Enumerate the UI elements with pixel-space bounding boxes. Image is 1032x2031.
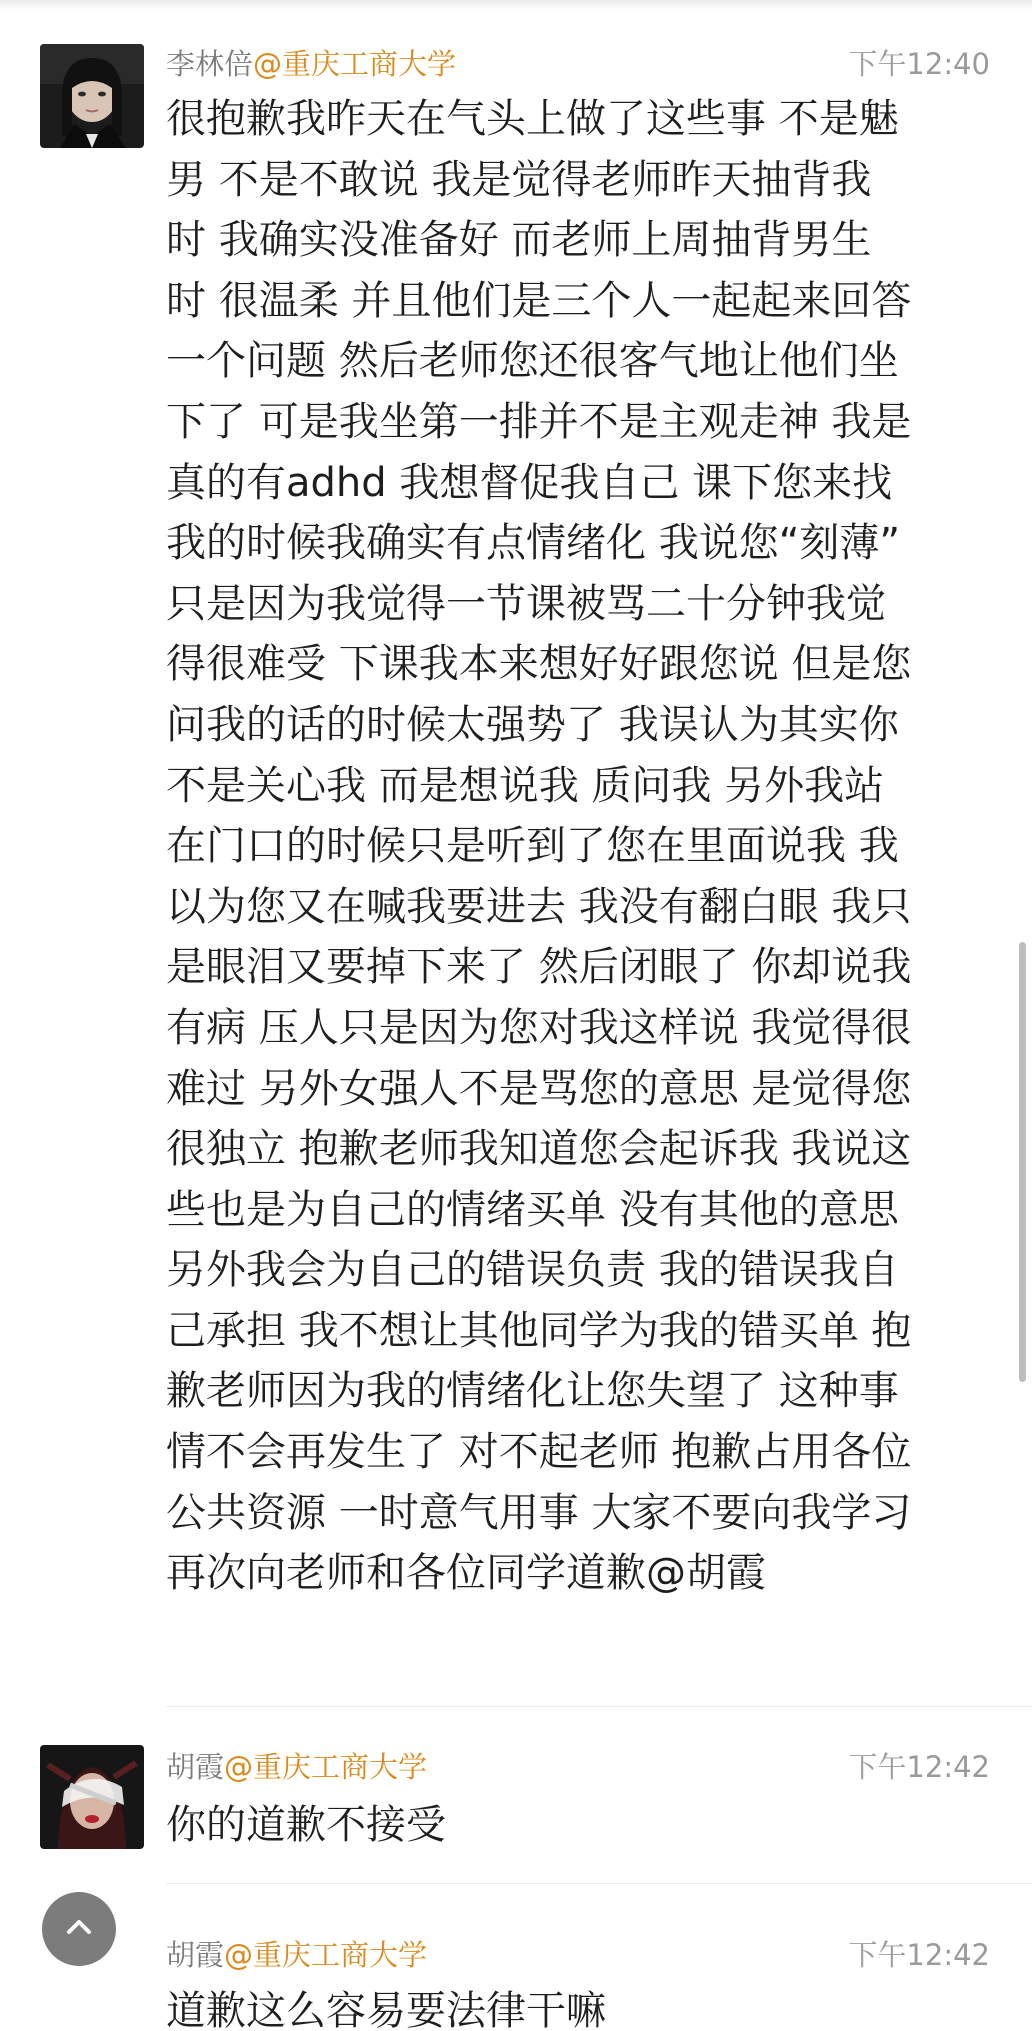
- top-edge-shadow: [0, 0, 1032, 10]
- author-org-mention[interactable]: @重庆工商大学: [224, 1938, 428, 1972]
- comment-divider: [166, 1883, 1032, 1884]
- avatar[interactable]: [40, 1745, 144, 1849]
- comment-time: 下午12:42: [848, 1750, 990, 1784]
- author-name[interactable]: 胡霞: [166, 1938, 225, 1972]
- chevron-up-icon: [62, 1910, 96, 1948]
- author-org-mention[interactable]: @重庆工商大学: [224, 1750, 428, 1784]
- comment-text: 很抱歉我昨天在气头上做了这些事 不是魅 男 不是不敢说 我是觉得老师昨天抽背我 时 我确实没准备好 而老师上周抽背男生 时 很温柔 并且他们是三个人一起起来回答 一个问题 然后老师您还很客气地让他们坐 下了 可是我坐第一排并不是主观走神 我是 真的有adhd 我想督促我自己 课下您来找 我的时候我确实有点情绪化 我说您“刻薄” 只是因为我觉得一节课被骂二十分钟我觉 得很难受 下课我本来想好好跟您说 但是您 问我的话的时候太强势了 我误认为其实你 不是关心我 而是想说我 质问我 另外我站 在门口的时候只是听到了您在里面说我 我 以为您又在喊我要进去 我没有翻白眼 我只 是眼泪又要掉下来了 然后闭眼了 你却说我 有病 压人只是因为您对我这样说 我觉得很 难过 另外女强人不是骂您的意思 是觉得您 很独立 抱歉老师我知道您会起诉我 我说这 些也是为自己的情绪买单 没有其他的意思 另外我会为自己的错误负责 我的错误我自 己承担 我不想让其他同学为我的错买单 抱 歉老师因为我的情绪化让您失望了 这种事 情不会再发生了 对不起老师 抱歉占用各位 公共资源 一时意气用事 大家不要向我学习 再次向老师和各位同学道歉@胡霞: [166, 96, 912, 1597]
- comment-divider: [166, 1706, 1032, 1707]
- comment-text: 你的道歉不接受: [166, 1802, 446, 1848]
- comment-time: 下午12:40: [848, 47, 990, 81]
- author-name[interactable]: 李林倍: [166, 47, 254, 81]
- comment-author[interactable]: [166, 44, 456, 84]
- comment-author[interactable]: [166, 1935, 427, 1975]
- scroll-to-top-button[interactable]: [42, 1892, 116, 1966]
- comment-time: 下午12:42: [848, 1938, 990, 1972]
- comment-author[interactable]: [166, 1747, 427, 1787]
- author-org-mention[interactable]: @重庆工商大学: [253, 47, 457, 81]
- author-name[interactable]: 胡霞: [166, 1750, 225, 1784]
- avatar[interactable]: [40, 44, 144, 148]
- scrollbar[interactable]: [1019, 942, 1026, 1382]
- comment-text: 道歉这么容易要法律干嘛: [166, 1988, 606, 2031]
